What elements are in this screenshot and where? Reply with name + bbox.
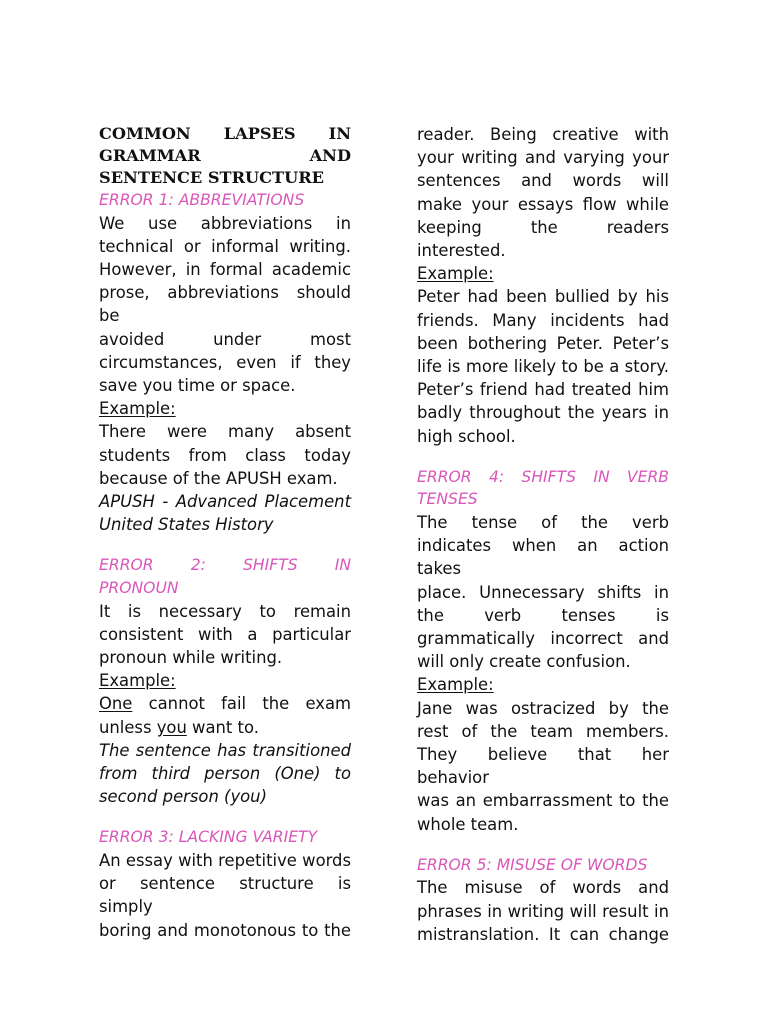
error1-heading: ERROR 1: ABBREVIATIONS — [99, 191, 305, 209]
body-line: pronoun while writing. — [99, 648, 283, 668]
example-label: Example: — [417, 264, 494, 284]
body-line: or sentence structure is simply — [99, 874, 351, 917]
error5-heading: ERROR 5: MISUSE OF WORDS — [417, 855, 648, 874]
error2-heading: ERROR 2: SHIFTS IN — [99, 556, 351, 575]
example-line: There were many absent — [99, 422, 351, 442]
right-column — [417, 123, 669, 946]
example-line: Peter’s friend had treated him — [417, 380, 669, 400]
example-label: Example: — [99, 671, 176, 691]
body-line: However, in formal academic — [99, 260, 351, 279]
title-line: SENTENCE STRUCTURE — [99, 168, 325, 187]
body-line: keeping the readers — [417, 217, 669, 237]
body-line: avoided under most — [99, 329, 351, 349]
example-line: whole team. — [417, 814, 519, 834]
body-line: sentences and words will — [417, 171, 669, 191]
underlined-word: One — [99, 694, 133, 714]
example-line: been bothering Peter. Peter’s — [417, 333, 669, 353]
example-line: friends. Many incidents had — [417, 310, 669, 330]
example-line: because of the APUSH exam. — [99, 468, 338, 488]
example-label: Example: — [99, 399, 176, 419]
example-label: Example: — [417, 675, 494, 695]
example-line: badly throughout the years in — [417, 403, 669, 423]
title-line: GRAMMAR AND — [99, 146, 351, 165]
body-line: The tense of the verb — [417, 513, 669, 533]
error3-heading: ERROR 3: LACKING VARIETY — [99, 828, 318, 847]
body-line: will only create confusion. — [417, 652, 631, 672]
body-line: interested. — [417, 241, 506, 261]
example-line: was an embarrassment to the — [417, 791, 669, 811]
body-line: your writing and varying your — [417, 148, 669, 168]
example-line: They believe that her behavior — [417, 745, 669, 788]
example-line: students from class today — [99, 445, 351, 465]
body-line: An essay with repetitive words — [99, 851, 351, 871]
underlined-word: you — [156, 717, 187, 737]
example-line: high school. — [417, 426, 516, 446]
example-line: life is more likely to be a story. — [417, 357, 669, 377]
body-line: technical or informal writing. — [99, 236, 351, 256]
body-line: prose, abbreviations should be — [99, 283, 351, 326]
example-line: unless you want to. — [99, 717, 259, 737]
note-line: from third person (One) to — [99, 764, 351, 784]
example-line: Jane was ostracized by the — [417, 698, 669, 718]
error4-heading: TENSES — [417, 490, 478, 509]
body-line: reader. Being creative with — [417, 125, 669, 144]
body-line: boring and monotonous to the — [99, 920, 351, 940]
body-line: consistent with a particular — [99, 624, 351, 644]
body-line: mistranslation. It can change — [417, 924, 669, 944]
body-line: The misuse of words and — [417, 878, 669, 898]
body-line: place. Unnecessary shifts in — [417, 582, 669, 602]
body-line: circumstances, even if they — [99, 352, 351, 372]
body-line: save you time or space. — [99, 376, 296, 396]
body-line: phrases in writing will result in — [417, 901, 669, 921]
note-line: United States History — [99, 515, 274, 535]
example-line: One cannot fail the exam — [99, 694, 351, 714]
title-line: COMMON LAPSES IN — [99, 124, 351, 143]
body-line: grammatically incorrect and — [417, 629, 669, 649]
note-line: second person (you) — [99, 787, 267, 807]
error4-heading: ERROR 4: SHIFTS IN VERB — [417, 467, 669, 486]
error2-heading: PRONOUN — [99, 579, 179, 598]
body-line: indicates when an action takes — [417, 536, 669, 579]
body-line: It is necessary to remain — [99, 601, 351, 621]
body-line: make your essays flow while — [417, 194, 669, 214]
left-column — [99, 123, 351, 942]
note-line: The sentence has transitioned — [99, 740, 351, 760]
body-line: We use abbreviations in — [99, 213, 351, 233]
note-line: APUSH - Advanced Placement — [99, 492, 351, 512]
example-line: Peter had been bullied by his — [417, 287, 669, 307]
body-line: the verb tenses is — [417, 605, 669, 625]
example-line: rest of the team members. — [417, 721, 669, 741]
